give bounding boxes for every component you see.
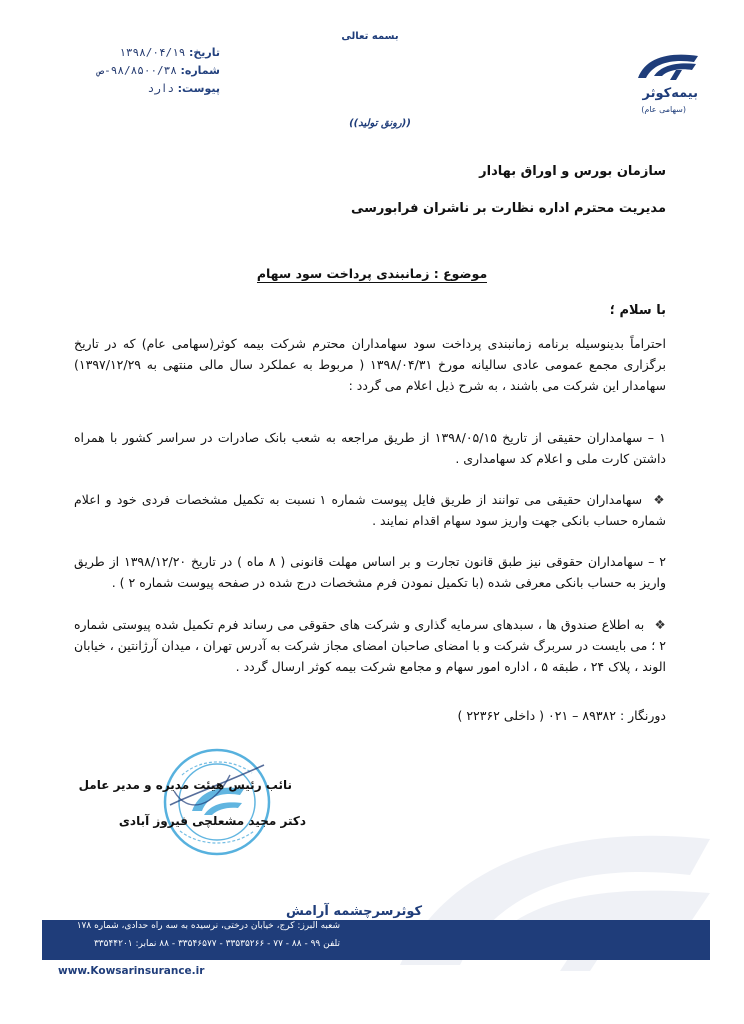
letter-meta xyxy=(60,44,220,98)
paragraph-bullet-1 xyxy=(74,489,666,531)
recipient-line-2: مدیریت محترم اداره نظارت بر ناشران فرابورسی xyxy=(350,201,666,216)
attachment-label: پیوست: xyxy=(177,82,220,95)
subject-underline xyxy=(257,266,487,283)
footer-address: شعبه البرز: کرج، خیابان درختی، نرسیده به سه راه حدادی، شماره ۱۷۸ xyxy=(76,921,340,931)
paragraph-item-1: ۱ – سهامداران حقیقی از تاریخ ۱۳۹۸/۰۵/۱۵ از طریق مراجعه به شعب بانک صادرات در سراسر کشور با همراه داشتن کارت ملی و اعلام کد سهامداری . xyxy=(74,430,666,466)
company-type: (سهامی عام) xyxy=(641,105,686,114)
bullet-icon: ❖ xyxy=(653,492,666,507)
subject-label: موضوع : xyxy=(433,266,488,281)
basmala: بسمه تعالی xyxy=(341,31,399,42)
paragraph-item-2: ۲ – سهامداران حقوقی نیز طبق قانون تجارت و بر اساس مهلت قانونی ( ۸ ماه ) در تاریخ ۱۳۹۸/۱۲/۲۰ از طریق واریز به حساب بانکی معرفی شده (با تکمیل نمودن فرم مشخصات درج شده در صفحه پیوست شماره ۲ ) . xyxy=(74,554,666,590)
company-logo xyxy=(624,50,704,120)
date-label: تاریخ: xyxy=(188,46,220,59)
bullet-icon: ❖ xyxy=(654,617,666,632)
paragraph-bullet-2 xyxy=(74,614,666,677)
fax-number: دورنگار : ۸۹۳۸۲ – ۰۲۱ ( داخلی ۲۲۳۶۲ ) xyxy=(457,708,666,723)
signatory-name: دکتر مجید مشعلچی فیروز آبادی xyxy=(118,814,306,828)
company-name: بیمه‌کوثر xyxy=(642,86,698,101)
number-label: شماره: xyxy=(180,64,220,77)
date-row xyxy=(60,44,220,62)
attachment-value: دارد xyxy=(147,82,175,95)
subject-text: زمانبندی پرداخت سود سهام xyxy=(256,266,430,281)
attachment-row xyxy=(60,80,220,98)
greeting: با سلام ؛ xyxy=(609,303,666,318)
number-row xyxy=(60,62,220,80)
paragraph-bullet-1-text: سهامداران حقیقی می توانند از طریق فایل پیوست شماره ۱ نسبت به تکمیل مشخصات فردی خود و اعلام شماره حساب بانکی جهت واریز سود سهام اقدام نمایند . xyxy=(74,492,666,528)
company-seal-icon xyxy=(160,745,274,859)
footer-slogan: کوثرسرچشمه آرامش xyxy=(286,904,423,919)
kowsar-logo-icon xyxy=(632,50,704,84)
subject-line xyxy=(0,266,744,281)
recipient-line-1: سازمان بورس و اوراق بهادار xyxy=(479,164,666,179)
signatory-title: نائب رئیس هیئت مدیره و مدیر عامل xyxy=(78,778,292,792)
footer-phones: تلفن ۹۹ - ۸۸ - ۷۷ - ۳۳۵۳۵۲۶۶ - ۳۳۵۴۶۵۷۷ - ۸۸ نمابر: ۳۳۵۴۴۲۰۱ xyxy=(93,939,340,949)
date-value: ۱۳۹۸/۰۴/۱۹ xyxy=(119,46,186,59)
number-value: ۹۸/۸۵۰۰/۳۸-ص xyxy=(97,64,177,77)
paragraph-bullet-2-text: به اطلاع صندوق ها ، سبدهای سرمایه گذاری و شرکت های حقوقی می رساند فرم تکمیل شده پیوستی شماره ۲ ؛ می بایست در سربرگ شرکت و با امضای صاحبان امضای مجاز شرکت به آدرس تهران ، میدان آرژانتین ، خیابان الوند ، پلاک ۲۴ ، طبقه ۵ ، اداره امور سهام و مجامع شرکت بیمه کوثر ارسال گردد . xyxy=(74,617,666,674)
slogan-stamp: ((رونق تولید)) xyxy=(349,118,411,129)
footer-website-link[interactable]: www.Kowsarinsurance.ir xyxy=(58,965,205,977)
paragraph-intro: احتراماً بدینوسیله برنامه زمانبندی پرداخت سود سهامداران محترم شرکت بیمه کوثر(سهامی عام) که در تاریخ برگزاری مجمع عمومی عادی سالیانه مورخ ۱۳۹۸/۰۴/۳۱ ( مربوط به عملکرد سال مالی منتهی به ۱۳۹۷/۱۲/۲۹) سهامدار این شرکت می باشند ، به شرح ذیل اعلام می گردد : xyxy=(74,336,666,393)
